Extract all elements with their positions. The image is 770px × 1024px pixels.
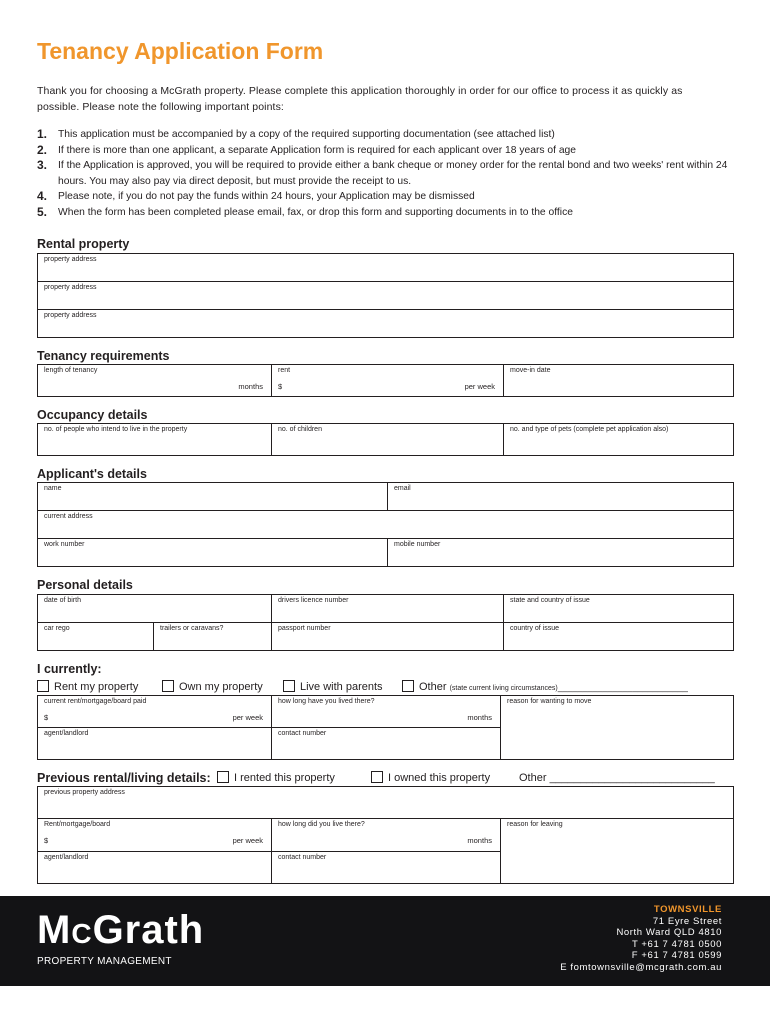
occupancy-details-heading: Occupancy details xyxy=(37,408,148,422)
passport-country-field[interactable]: country of issue xyxy=(510,625,560,632)
office-name: TOWNSVILLE xyxy=(653,904,722,915)
personal-details-heading: Personal details xyxy=(37,578,133,592)
property-address-field-1[interactable]: property address xyxy=(44,256,97,263)
previous-time-lived-field[interactable]: how long did you live there? months xyxy=(278,821,492,845)
email-field[interactable]: email xyxy=(394,485,411,492)
current-contact-field[interactable]: contact number xyxy=(278,730,327,737)
work-number-field[interactable]: work number xyxy=(44,541,85,548)
list-item: 2. If there is more than one applicant, a separate Application form is required for each applicant over 18 years of age xyxy=(37,142,577,157)
pets-field[interactable]: no. and type of pets (complete pet application also) xyxy=(510,426,669,433)
occupancy-details-box xyxy=(37,423,734,456)
people-count-field[interactable]: no. of people who intend to live in the property xyxy=(44,426,188,433)
intro-text: Thank you for choosing a McGrath property. Please complete this application thoroughly in order for our office to process it as quickly as possible. Please note the following important points: xyxy=(37,85,683,113)
car-rego-field[interactable]: car rego xyxy=(44,625,70,632)
fax-number: F +61 7 4781 0599 xyxy=(631,950,722,961)
list-item: 5. When the form has been completed please email, fax, or drop this form and supporting documents in to the office xyxy=(37,204,573,219)
tenancy-requirements-box xyxy=(37,364,734,397)
office-address xyxy=(560,904,722,973)
previous-rental-heading: Previous rental/living details: xyxy=(37,771,211,785)
checkbox[interactable] xyxy=(371,771,383,783)
current-payment-field[interactable]: current rent/mortgage/board paid $ per week xyxy=(44,698,263,722)
previous-payment-field[interactable]: Rent/mortgage/board $ per week xyxy=(44,821,263,845)
logo-subtitle: PROPERTY MANAGEMENT xyxy=(37,956,172,967)
list-item: 1. This application must be accompanied by a copy of the required supporting documentation (see attached list) xyxy=(37,127,555,141)
i-currently-heading: I currently: xyxy=(37,662,102,676)
current-agent-field[interactable]: agent/landlord xyxy=(44,730,89,737)
name-field[interactable]: name xyxy=(44,485,62,492)
previous-contact-field[interactable]: contact number xyxy=(278,854,327,861)
date-of-birth-field[interactable]: date of birth xyxy=(44,597,81,604)
children-count-field[interactable]: no. of children xyxy=(278,426,322,433)
rental-property-heading: Rental property xyxy=(37,237,130,251)
checkbox[interactable] xyxy=(402,680,414,692)
property-address-field-3[interactable]: property address xyxy=(44,312,97,319)
current-address-field[interactable]: current address xyxy=(44,513,93,520)
reason-for-moving-field[interactable]: reason for wanting to move xyxy=(507,698,592,705)
length-of-tenancy-field[interactable]: length of tenancy months xyxy=(44,367,263,391)
mobile-number-field[interactable]: mobile number xyxy=(394,541,441,548)
live-with-parents-option[interactable]: Live with parents xyxy=(283,680,383,693)
list-item: 3. If the Application is approved, you will be required to provide either a bank cheque or money order for the rental bond and two weeks' rent within 24 hours. You may also pay via direct deposit, but must provide the receipt to us. xyxy=(37,158,728,187)
applicants-details-box xyxy=(37,482,734,567)
rental-property-box xyxy=(37,253,734,338)
rented-this-property-option[interactable]: I rented this property xyxy=(217,771,335,784)
email-address[interactable]: E fomtownsville@mcgrath.com.au xyxy=(560,961,722,973)
checkbox[interactable] xyxy=(283,680,295,692)
checkbox[interactable] xyxy=(37,680,49,692)
owned-this-property-option[interactable]: I owned this property xyxy=(371,771,490,784)
personal-details-box xyxy=(37,594,734,651)
checkbox[interactable] xyxy=(217,771,229,783)
current-living-box xyxy=(37,695,734,760)
time-lived-field[interactable]: how long have you lived there? months xyxy=(278,698,492,722)
suburb-address: North Ward QLD 4810 xyxy=(616,927,722,938)
street-address: 71 Eyre Street xyxy=(652,915,722,927)
property-address-field-2[interactable]: property address xyxy=(44,284,97,291)
move-in-date-field[interactable]: move-in date xyxy=(510,367,551,374)
drivers-licence-field[interactable]: drivers licence number xyxy=(278,597,349,604)
passport-number-field[interactable]: passport number xyxy=(278,625,331,632)
rent-field[interactable]: rent $ per week xyxy=(278,367,495,391)
page-title: Tenancy Application Form xyxy=(37,38,324,64)
other-living-option[interactable]: Other (state current living circumstances)__________________________ xyxy=(402,680,688,693)
own-my-property-option[interactable]: Own my property xyxy=(162,680,263,693)
tenancy-requirements-heading: Tenancy requirements xyxy=(37,349,170,363)
applicants-details-heading: Applicant's details xyxy=(37,467,147,481)
rent-my-property-option[interactable]: Rent my property xyxy=(37,680,138,693)
previous-address-field[interactable]: previous property address xyxy=(44,789,125,796)
phone-number: T +61 7 4781 0500 xyxy=(631,938,722,950)
important-points-list xyxy=(37,127,737,221)
previous-other-option[interactable]: Other ___________________________ xyxy=(519,772,715,784)
licence-issue-field[interactable]: state and country of issue xyxy=(510,597,590,604)
previous-rental-box xyxy=(37,786,734,884)
reason-for-leaving-field[interactable]: reason for leaving xyxy=(507,821,563,828)
checkbox[interactable] xyxy=(162,680,174,692)
list-item: 4. Please note, if you do not pay the funds within 24 hours, your Application may be dismissed xyxy=(37,189,475,204)
mcgrath-logo: MCGrath xyxy=(37,908,205,952)
trailers-field[interactable]: trailers or caravans? xyxy=(160,625,224,632)
previous-agent-field[interactable]: agent/landlord xyxy=(44,854,89,861)
